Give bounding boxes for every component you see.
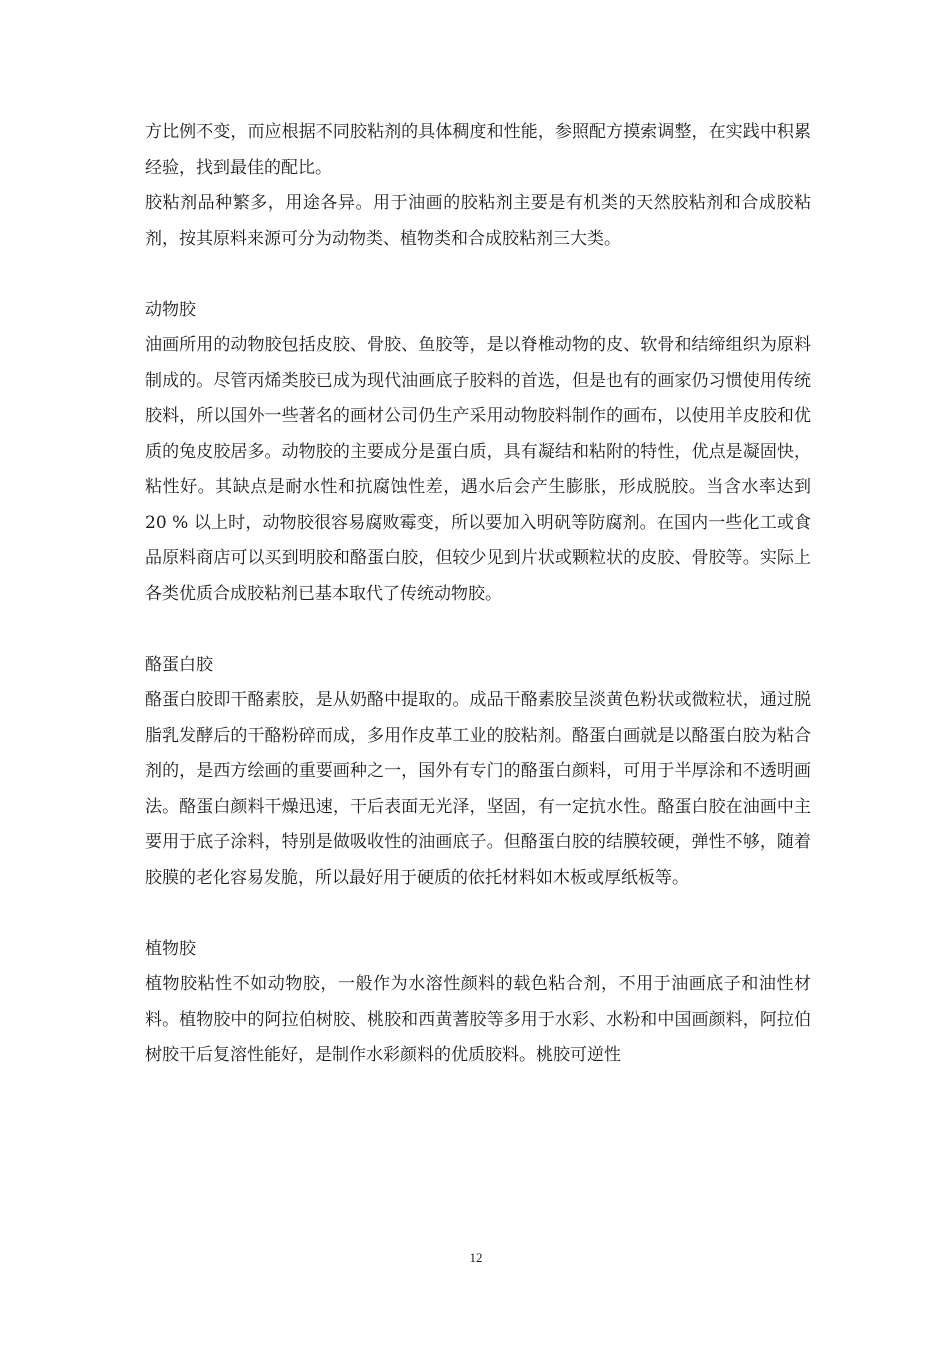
section-gap bbox=[145, 257, 811, 293]
section-gap bbox=[145, 612, 811, 648]
section-body-plant-glue: 植物胶粘性不如动物胶，一般作为水溶性颜料的载色粘合剂，不用于油画底子和油性材料。植物胶中的阿拉伯树胶、桃胶和西黄蓍胶等多用于水彩、水粉和中国画颜料，阿拉伯树胶干后复溶性能好，是制作水彩颜料的优质胶料。桃胶可逆性 bbox=[145, 974, 811, 1065]
intro-paragraph-2: 胶粘剂品种繁多，用途各异。用于油画的胶粘剂主要是有机类的天然胶粘剂和合成胶粘剂，按其原料来源可分为动物类、植物类和合成胶粘剂三大类。 bbox=[145, 193, 811, 249]
intro-paragraph-1: 方比例不变，而应根据不同胶粘剂的具体稠度和性能，参照配方摸索调整，在实践中积累经验，找到最佳的配比。 bbox=[145, 122, 811, 178]
section-heading-plant-glue: 植物胶 bbox=[145, 938, 196, 959]
section-body-animal-glue: 油画所用的动物胶包括皮胶、骨胶、鱼胶等，是以脊椎动物的皮、软骨和结缔组织为原料制成的。尽管丙烯类胶已成为现代油画底子胶料的首选，但是也有的画家仍习惯使用传统胶料，所以国外一些著名的画材公司仍生产采用动物胶料制作的画布，以使用羊皮胶和优质的兔皮胶居多。动物胶的主要成分是蛋白质，具有凝结和粘附的特性，优点是凝固快，粘性好。其缺点是耐水性和抗腐蚀性差，遇水后会产生膨胀，形成脱胶。当含水率达到 20 % 以上时，动物胶很容易腐败霉变，所以要加入明矾等防腐剂。在国内一些化工或食品原料商店可以买到明胶和酪蛋白胶，但较少见到片状或颗粒状的皮胶、骨胶等。实际上各类优质合成胶粘剂已基本取代了传统动物胶。 bbox=[145, 335, 811, 604]
page-body bbox=[145, 115, 811, 1074]
section-heading-casein-glue: 酪蛋白胶 bbox=[145, 654, 213, 675]
section-body-casein-glue: 酪蛋白胶即干酪素胶，是从奶酪中提取的。成品干酪素胶呈淡黄色粉状或微粒状，通过脱脂乳发酵后的干酪粉碎而成，多用作皮革工业的胶粘剂。酪蛋白画就是以酪蛋白胶为粘合剂的，是西方绘画的重要画种之一，国外有专门的酪蛋白颜料，可用于半厚涂和不透明画法。酪蛋白颜料干燥迅速，干后表面无光泽，坚固，有一定抗水性。酪蛋白胶在油画中主要用于底子涂料，特别是做吸收性的油画底子。但酪蛋白胶的结膜较硬，弹性不够，随着胶膜的老化容易发脆，所以最好用于硬质的依托材料如木板或厚纸板等。 bbox=[145, 690, 811, 888]
page-number: 12 bbox=[469, 1250, 483, 1265]
section-heading-animal-glue: 动物胶 bbox=[145, 299, 196, 320]
section-gap bbox=[145, 896, 811, 932]
